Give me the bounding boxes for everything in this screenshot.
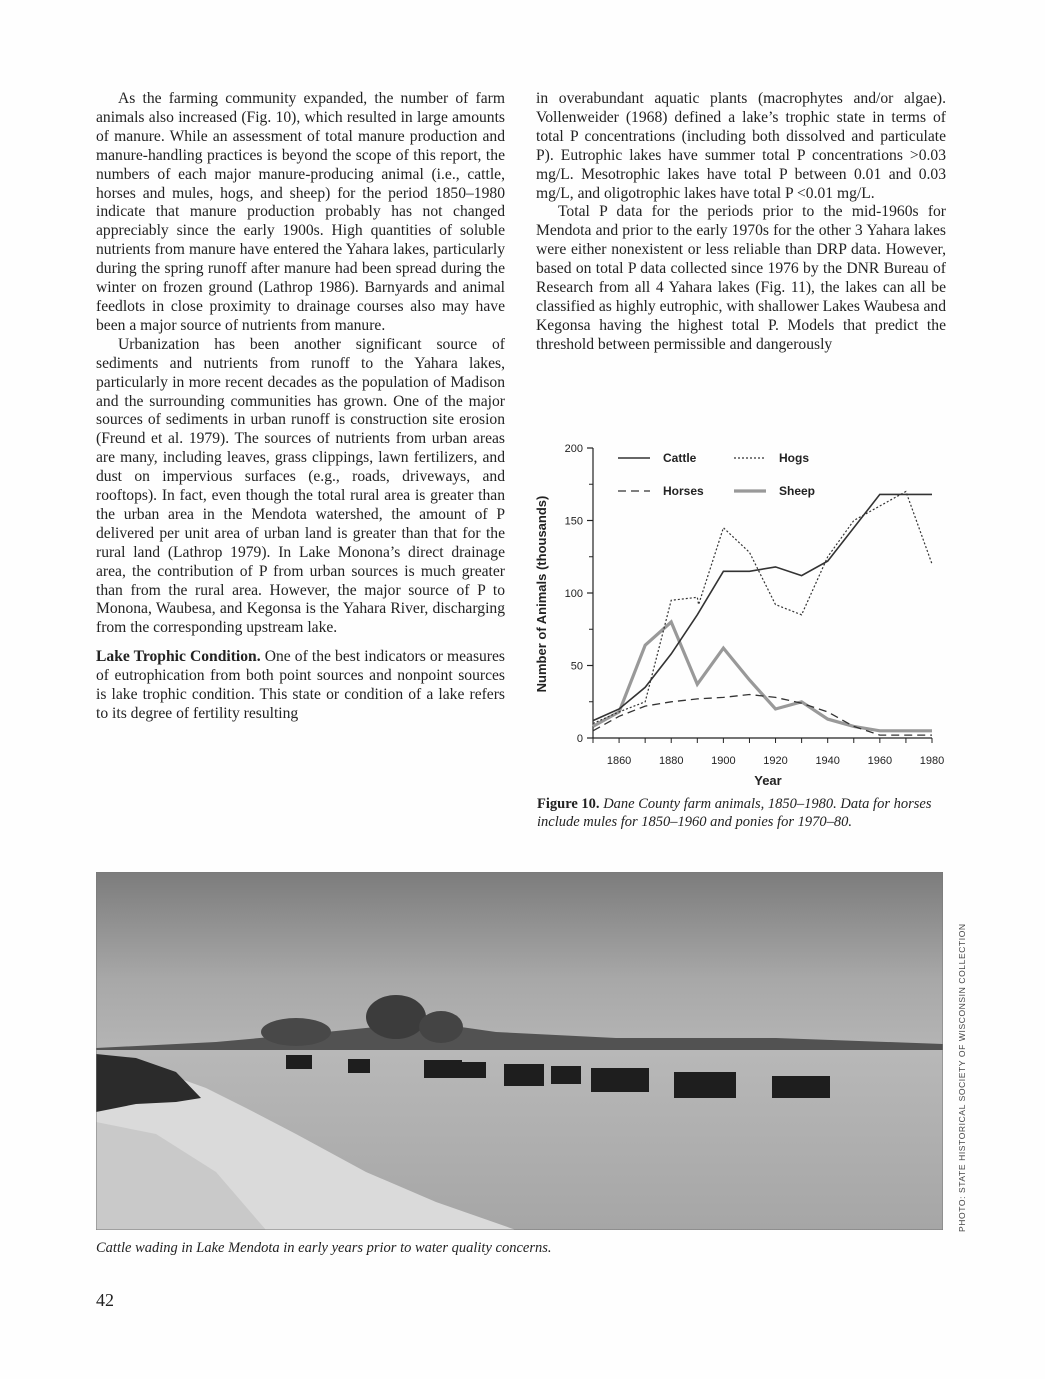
x-tick-label: 1920 bbox=[763, 755, 788, 767]
paragraph-urbanization: Urbanization has been another significant source of sediments and nutrients from runoff to the Yahara lakes, particularly in more recent decades as the population of Madison and the surrounding communities has grown. One of the major sources of sediments in urban runoff is construction site erosion (Freund et al. 1979). The sources of nutrients from urban areas are many, including leaves, grass clippings, lawn fertilizers, and dust on impervious surfaces (e.g., roads, driveways, and rooftops). In fact, even though the total rural area is greater than the urban area in the Mendota watershed, the amount of P delivered per unit area of urban land is greater than that for the rural land (Lathrop 1979). In Lake Monona’s direct drainage area, the contribution of P from urban sources is much greater than from the rural area. However, the major source of P to Monona, Waubesa, and Kegonsa is the Yahara River, discharging from the corresponding upstream lake. bbox=[96, 335, 505, 637]
series-line-cattle bbox=[593, 494, 932, 720]
paragraph-vollenweider: in overabundant aquatic plants (macrophytes and/or algae). Vollenweider (1968) defined a lake’s trophic state in terms of total P concentrations (including both dissolved and particulate P). Eutrophic lakes have summer total P concentrations >0.03 mg/L. Mesotrophic lakes have total P between 0.01 and 0.03 mg/L, and oligotrophic lakes have total P <0.01 mg/L. bbox=[536, 90, 946, 202]
chart-y-axis-label: Number of Animals (thousands) bbox=[534, 495, 549, 693]
chart-series bbox=[593, 492, 932, 736]
series-line-sheep bbox=[593, 622, 932, 731]
paragraph-trophic-text: One of the best indicators or measures of eutrophication from both point sources and nonpoint sources is lake trophic condition. This state or condition of a lake refers to its degree of fertility resulting bbox=[96, 648, 505, 722]
y-tick-label: 150 bbox=[564, 515, 583, 528]
page-number: 42 bbox=[96, 1290, 114, 1310]
photo-credit: PHOTO: STATE HISTORICAL SOCIETY OF WISCONSIN COLLECTION bbox=[957, 923, 967, 1232]
x-tick-label: 1960 bbox=[867, 755, 893, 767]
farm-animals-chart bbox=[520, 434, 950, 794]
figure-caption bbox=[537, 795, 947, 831]
legend-label-hogs: Hogs bbox=[779, 451, 809, 465]
x-tick-label: 1940 bbox=[815, 755, 840, 767]
cattle-photo-illustration bbox=[96, 872, 943, 1230]
y-tick-label: 100 bbox=[564, 588, 583, 600]
left-column bbox=[96, 90, 505, 724]
y-tick-label: 50 bbox=[570, 660, 583, 673]
legend-label-cattle: Cattle bbox=[663, 451, 697, 465]
subheading-lake-trophic-condition: Lake Trophic Condition. bbox=[96, 648, 261, 666]
y-tick-label: 200 bbox=[564, 443, 583, 455]
legend-label-horses: Horses bbox=[663, 484, 704, 498]
x-tick-label: 1880 bbox=[658, 755, 684, 767]
photo-caption: Cattle wading in Lake Mendota in early years prior to water quality concerns. bbox=[96, 1240, 552, 1256]
paragraph-farm-animals: As the farming community expanded, the number of farm animals also increased (Fig. 10), which resulted in large amounts of manure. While an assessment of total manure production and manure-handling practices is beyond the scope of this report, the numbers of each major manure-producing animal (i.e., cattle, horses and mules, hogs, and sheep) for the period 1850–1980 indicate that manure production probably has not changed appreciably since the early 1900s. High quantities of soluble nutrients from manure have entered the Yahara lakes, particularly during the spring runoff after manure had been spread during the winter on frozen ground (Lathrop 1986). Barnyards and animal feedlots in close proximity to drainage courses also may have been a major source of nutrients from manure. bbox=[96, 90, 505, 334]
cattle-photo bbox=[96, 872, 943, 1230]
chart-legend bbox=[618, 451, 815, 498]
figure-caption-label: Figure 10. bbox=[537, 796, 600, 812]
series-line-horses bbox=[593, 695, 932, 736]
right-column bbox=[536, 90, 946, 355]
paragraph-trophic-condition bbox=[96, 648, 505, 724]
legend-label-sheep: Sheep bbox=[779, 484, 816, 498]
chart-x-axis-label: Year bbox=[754, 773, 782, 788]
x-tick-label: 1860 bbox=[606, 755, 632, 767]
x-tick-label: 1980 bbox=[919, 755, 945, 767]
x-tick-label: 1900 bbox=[711, 755, 736, 767]
paragraph-total-p-data: Total P data for the periods prior to the mid-1960s for Mendota and prior to the early 1970s for the other 3 Yahara lakes were either nonexistent or less reliable than DRP data. However, based on total P data collected since 1976 by the DNR Bureau of Research from all 4 Yahara lakes (Fig. 11), the lakes can all be classified as highly eutrophic, with shallower Lakes Waubesa and Kegonsa having the highest total P. Models that predict the threshold between permissible and dangerously bbox=[536, 203, 946, 353]
y-tick-label: 0 bbox=[576, 733, 583, 745]
figure-caption-text: Dane County farm animals, 1850–1980. Data for horses include mules for 1850–1960 and ponies for 1970–80. bbox=[537, 796, 932, 830]
